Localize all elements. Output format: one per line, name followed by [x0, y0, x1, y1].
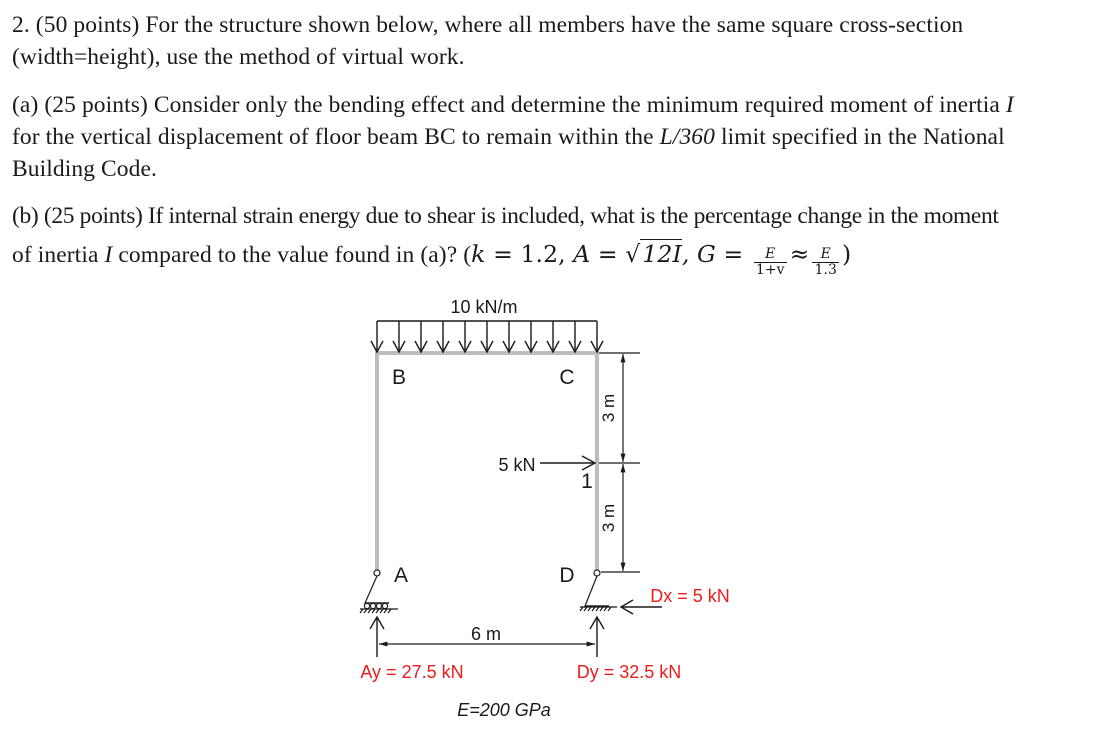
approx-symbol: ≈ [789, 240, 810, 268]
point-1-label: 1 [581, 470, 593, 493]
reaction-dx-label: Dx = 5 kN [650, 586, 730, 606]
part-a-text: (a) (25 points) Consider only the bending effect and determine the minimum required moment of inertia [12, 92, 1006, 118]
elastic-modulus-label: E=200 GPa [457, 700, 551, 720]
span-dimension-label: 6 m [470, 624, 502, 644]
fraction-numerator: E [812, 247, 839, 263]
close-paren: ) [842, 240, 852, 268]
shear-factor-value: = 1.2, [485, 240, 574, 268]
distributed-load-label: 10 kN/m [450, 297, 518, 317]
point-load-arrow [540, 456, 595, 470]
vertical-dimensions [599, 353, 640, 572]
area-symbol: A [573, 240, 591, 268]
joint-c-label: C [559, 366, 575, 389]
reaction-dy-arrow [590, 617, 604, 657]
joint-d-label: D [559, 564, 575, 587]
part-a-text: for the vertical displacement of floor beam BC to remain within the [12, 124, 660, 150]
fraction-numerator: E [754, 247, 787, 263]
dimension-lower-label: 3 m [599, 503, 618, 533]
joint-b-label: B [391, 366, 407, 389]
area-equals: = √ [590, 240, 641, 268]
part-b-line1: (b) (25 points) If internal strain energy due to shear is included, what is the percentage change in the moment [12, 203, 999, 229]
fraction-denominator: 1+v [755, 262, 785, 279]
dimension-upper-label: 3 m [599, 393, 618, 423]
problem-intro-line1: 2. (50 points) For the structure shown below, where all members have the same square cross-section [12, 12, 964, 38]
area-radicand: 12I [642, 240, 682, 268]
reaction-dy-label: Dy = 32.5 kN [576, 662, 682, 682]
shear-factor-symbol: k [471, 240, 486, 268]
point-load-label: 5 kN [498, 455, 536, 475]
joint-a-label: A [393, 564, 409, 587]
pin-support-d-icon [580, 570, 617, 611]
roller-support-a-icon [360, 570, 398, 613]
shear-modulus-symbol: , G [681, 240, 716, 268]
problem-intro-line2: (width=height), use the method of virtual work. [12, 44, 465, 70]
deflection-limit: L/360 [659, 124, 715, 150]
fraction-denominator: 1.3 [814, 262, 838, 279]
part-b-text: compared to the value found in (a)? ( [112, 242, 472, 268]
part-a-line3: Building Code. [12, 156, 158, 182]
moment-of-inertia-symbol: I [1005, 92, 1014, 118]
shear-modulus-equals: = [715, 240, 751, 268]
part-a-text: limit specified in the National [715, 124, 1005, 150]
moment-of-inertia-symbol: I [104, 242, 113, 268]
part-b-text: of inertia [12, 242, 105, 268]
reaction-ay-arrow [370, 617, 384, 657]
distributed-load [371, 321, 603, 352]
reaction-ay-label: Ay = 27.5 kN [360, 662, 464, 682]
